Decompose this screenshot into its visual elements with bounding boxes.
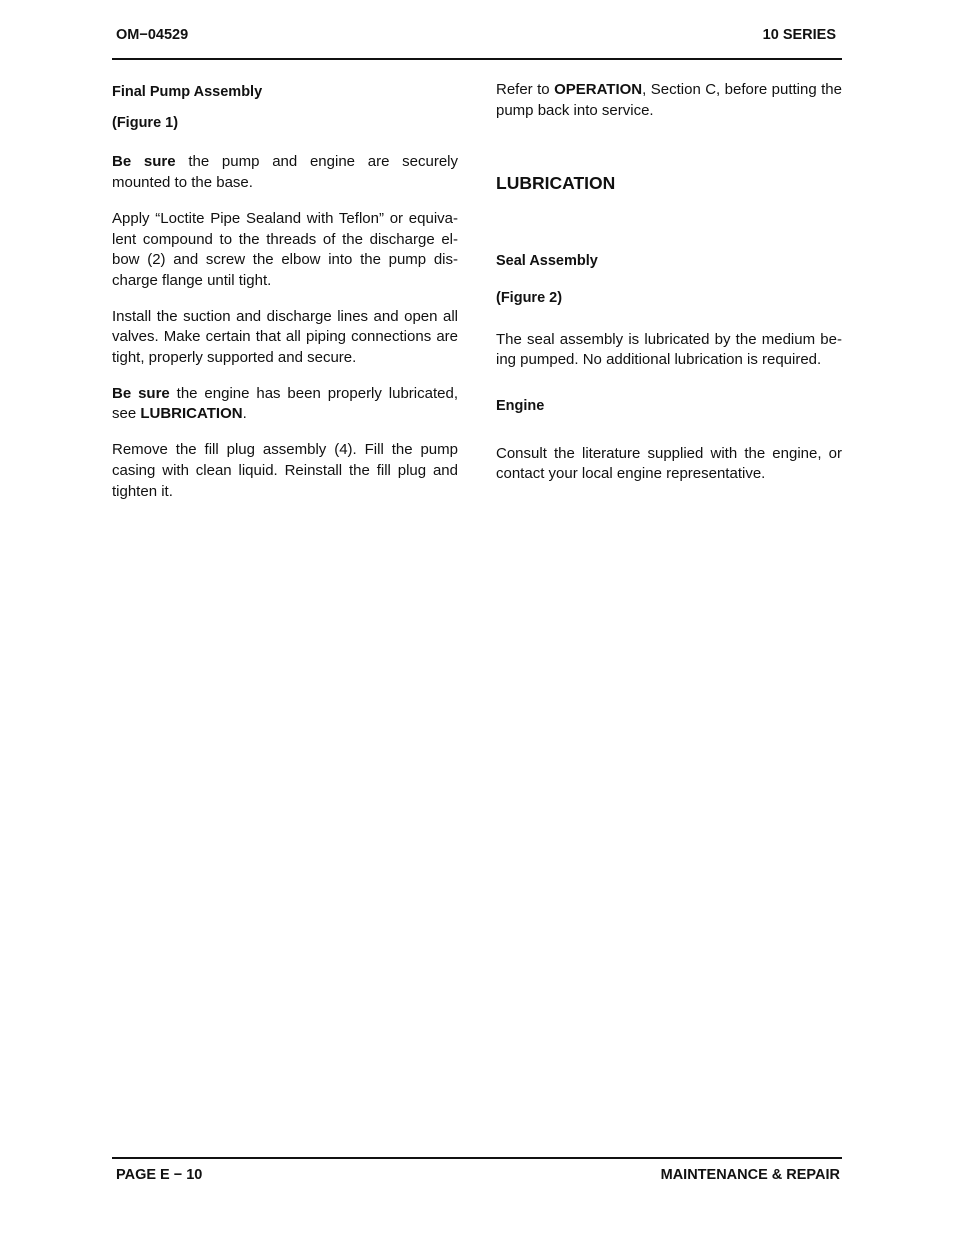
right-column xyxy=(496,80,842,485)
emphasis-be-sure-2: Be sure xyxy=(112,384,170,402)
paragraph-loctite: Apply “Loctite Pipe Sealand with Teflon” or equivalent compound to the threads of the discharge elbow (2) and screw the elbow into the pump discharge flange until tight. xyxy=(112,209,458,289)
figure-2-reference: (Figure 2) xyxy=(496,289,563,306)
operation-reference: OPERATION xyxy=(554,81,643,98)
paragraph-lubricated: Be sure the engine has been properly lubricated, see LUBRICATION. xyxy=(112,384,458,423)
footer-rule xyxy=(112,1157,842,1159)
lubrication-reference: LUBRICATION xyxy=(140,405,243,423)
figure-1-reference: (Figure 1) xyxy=(112,114,179,131)
header-rule xyxy=(112,58,842,60)
left-column xyxy=(112,80,458,502)
paragraph-refer-operation: Refer to OPERATION, Section C, before putting the pump back into service. xyxy=(496,81,842,119)
heading-final-pump-assembly: Final Pump Assembly xyxy=(112,84,263,100)
paragraph-install-lines: Install the suction and discharge lines and open all valves. Make certain that all piping connections are tight, properly supported and secure. xyxy=(112,307,458,367)
emphasis-be-sure: Be sure xyxy=(112,153,176,171)
paragraph-mount: Be sure the pump and engine are securely mounted to the base. xyxy=(112,153,459,192)
paragraph-engine-literature: Consult the literature supplied with the engine, or contact your local engine representative. xyxy=(496,444,842,483)
heading-seal-assembly: Seal Assembly xyxy=(496,253,598,270)
section-title-lubrication: LUBRICATION xyxy=(496,173,616,194)
paragraph-fill-plug: Remove the fill plug assembly (4). Fill the pump casing with clean liquid. Reinstall the fill plug and tighten it. xyxy=(112,441,458,500)
paragraph-seal-lubrication: The seal assembly is lubricated by the medium being pumped. No additional lubrication is required. xyxy=(496,330,842,369)
header-series: 10 SERIES xyxy=(762,27,836,43)
heading-engine: Engine xyxy=(496,397,545,414)
footer-page-number: PAGE E − 10 xyxy=(116,1167,203,1183)
header-doc-id: OM−04529 xyxy=(116,27,189,43)
footer-section: MAINTENANCE & REPAIR xyxy=(660,1167,840,1183)
